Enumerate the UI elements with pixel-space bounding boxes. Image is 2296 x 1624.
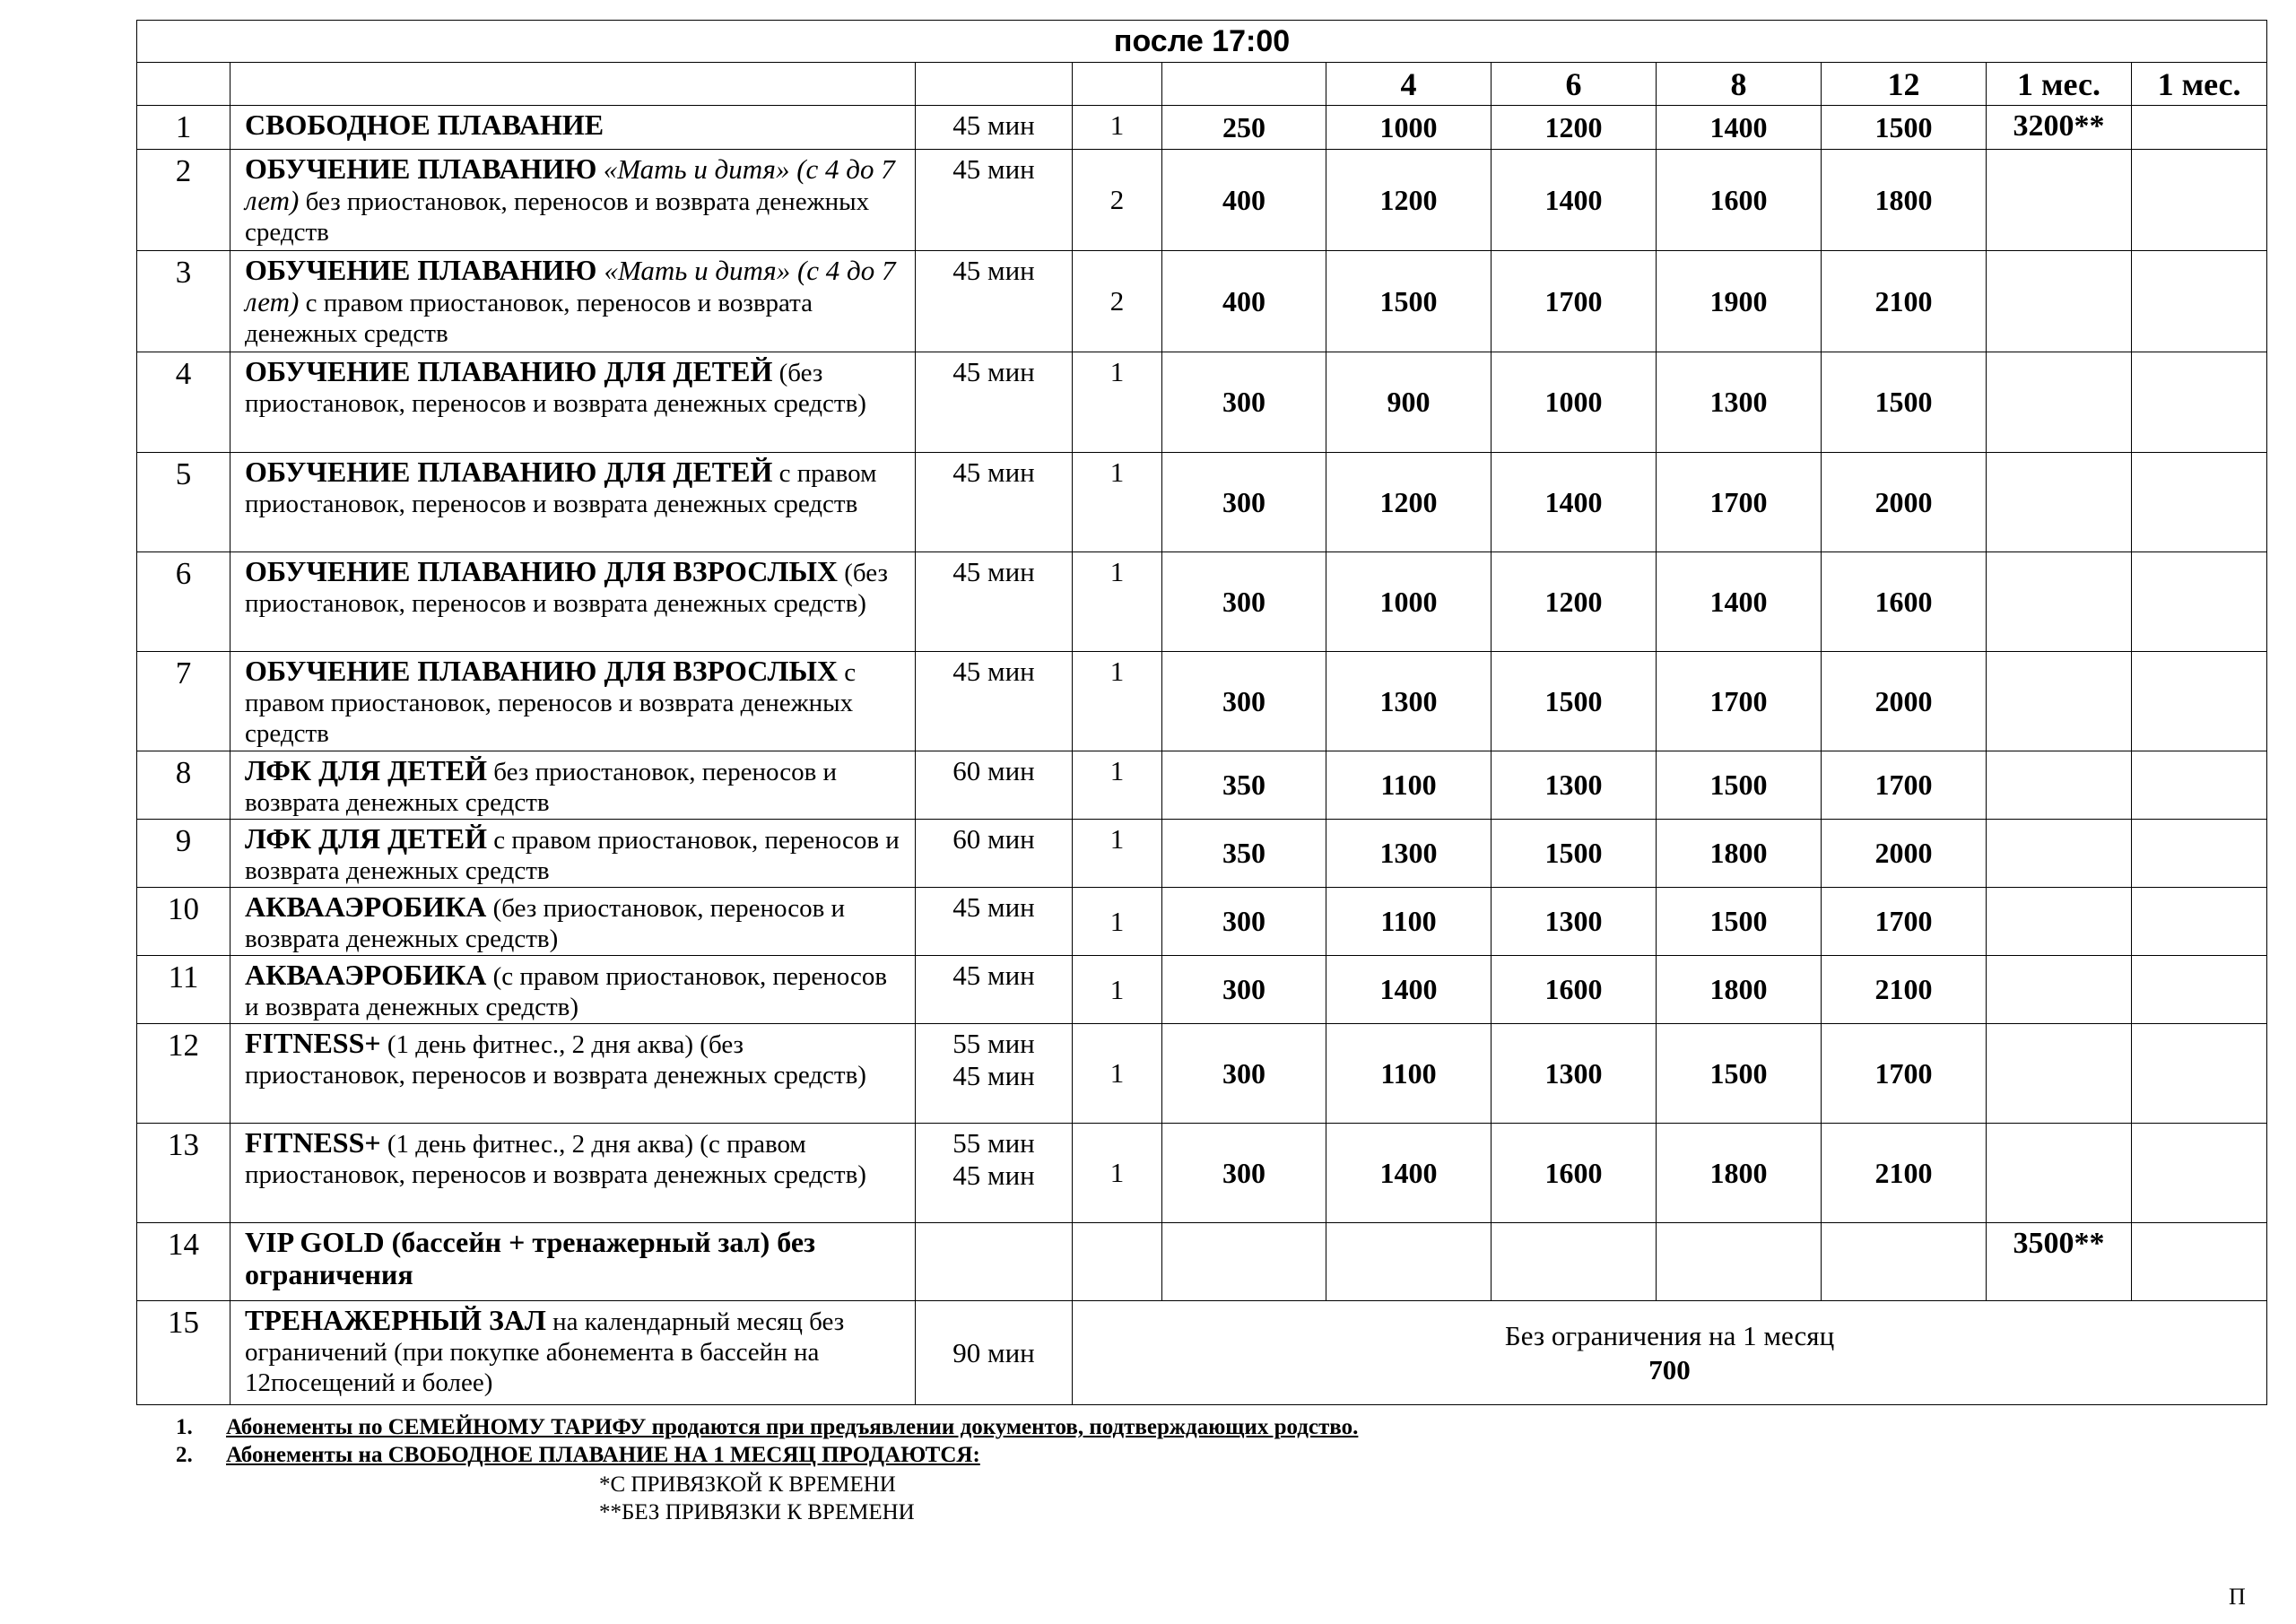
price-p4: 1200 — [1326, 150, 1492, 251]
row-persons — [1073, 1223, 1162, 1301]
price-p1: 400 — [1162, 150, 1326, 251]
row-name-bold: СВОБОДНОЕ ПЛАВАНИЕ — [245, 109, 604, 141]
price-p6: 1400 — [1492, 150, 1657, 251]
row-description — [230, 751, 916, 820]
footnote-text: Абонементы по СЕМЕЙНОМУ ТАРИФУ продаются при предъявлении документов, подтверждающих родство. — [226, 1415, 1359, 1439]
price-p12: 1500 — [1822, 106, 1987, 150]
price-p4: 1500 — [1326, 251, 1492, 352]
row-description — [230, 956, 916, 1024]
row-name-bold: АКВААЭРОБИКА — [245, 959, 487, 991]
price-month-2 — [2132, 453, 2267, 552]
price-p8: 1300 — [1657, 352, 1822, 453]
row-name-rest: (без приостановок, переносов и возврата денежных средств) — [245, 559, 888, 618]
price-p4: 1000 — [1326, 552, 1492, 652]
price-p12: 2100 — [1822, 251, 1987, 352]
price-month-2 — [2132, 820, 2267, 888]
price-p4: 900 — [1326, 352, 1492, 453]
table-row — [137, 1223, 2267, 1301]
row-number: 15 — [137, 1301, 230, 1405]
row-number: 6 — [137, 552, 230, 652]
price-month-1 — [1987, 552, 2132, 652]
table-title: после 17:00 — [137, 21, 2267, 63]
duration-value: 55 мин — [952, 1127, 1035, 1159]
price-month-2 — [2132, 956, 2267, 1024]
row-name-bold: VIP GOLD (бассейн + тренажерный зал) без ограничения — [245, 1226, 815, 1290]
row-number: 13 — [137, 1124, 230, 1223]
price-p1: 350 — [1162, 820, 1326, 888]
duration-value: 45 мин — [952, 153, 1035, 185]
header-cell: 1 мес. — [1987, 63, 2132, 106]
row-duration — [916, 1024, 1073, 1124]
price-p8: 1600 — [1657, 150, 1822, 251]
price-p8: 1500 — [1657, 751, 1822, 820]
row-name-bold: ОБУЧЕНИЕ ПЛАВАНИЮ — [245, 152, 597, 185]
price-p12: 2100 — [1822, 1124, 1987, 1223]
row-description — [230, 652, 916, 751]
table-row — [137, 820, 2267, 888]
table-row — [137, 652, 2267, 751]
price-p12: 1700 — [1822, 751, 1987, 820]
price-month-2 — [2132, 1223, 2267, 1301]
row-description — [230, 150, 916, 251]
duration-value: 55 мин — [952, 1028, 1035, 1059]
table-row — [137, 251, 2267, 352]
row-name-bold: ОБУЧЕНИЕ ПЛАВАНИЮ ДЛЯ ВЗРОСЛЫХ — [245, 655, 838, 687]
price-p1: 250 — [1162, 106, 1326, 150]
row-name-bold: FITNESS+ — [245, 1126, 381, 1159]
row-persons: 2 — [1073, 150, 1162, 251]
price-p1: 300 — [1162, 453, 1326, 552]
row-name-bold: FITNESS+ — [245, 1027, 381, 1059]
footnotes — [176, 1413, 1358, 1469]
header-row — [137, 63, 2267, 106]
price-p1: 300 — [1162, 956, 1326, 1024]
header-cell — [916, 63, 1073, 106]
row-name-bold: ОБУЧЕНИЕ ПЛАВАНИЮ ДЛЯ ДЕТЕЙ — [245, 355, 773, 387]
row-persons: 1 — [1073, 820, 1162, 888]
footnote-number: 1. — [176, 1415, 193, 1439]
row-description — [230, 552, 916, 652]
row-name-rest: с правом приостановок, переносов и возврата денежных средств — [245, 826, 900, 885]
price-month-2 — [2132, 251, 2267, 352]
price-p6: 1600 — [1492, 956, 1657, 1024]
price-p12: 1500 — [1822, 352, 1987, 453]
row-duration — [916, 888, 1073, 956]
table-row — [137, 751, 2267, 820]
price-p4: 1000 — [1326, 106, 1492, 150]
price-month-2 — [2132, 751, 2267, 820]
row-name-rest: на календарный месяц без ограничений (при покупке абонемента в бассейн на 12посещений и более) — [245, 1307, 845, 1397]
row-duration — [916, 552, 1073, 652]
header-cell: 6 — [1492, 63, 1657, 106]
row-description — [230, 1124, 916, 1223]
price-month-2 — [2132, 1024, 2267, 1124]
price-p4 — [1326, 1223, 1492, 1301]
price-month-1 — [1987, 1124, 2132, 1223]
price-month-2 — [2132, 106, 2267, 150]
price-month-1 — [1987, 1024, 2132, 1124]
duration-value-2: 45 мин — [952, 1159, 1035, 1191]
duration-value: 45 мин — [952, 356, 1035, 387]
price-p8: 1400 — [1657, 106, 1822, 150]
price-month-2 — [2132, 1124, 2267, 1223]
row-name-bold: ОБУЧЕНИЕ ПЛАВАНИЮ — [245, 254, 604, 286]
price-p6: 1300 — [1492, 888, 1657, 956]
row-description — [230, 1301, 916, 1405]
price-p1: 350 — [1162, 751, 1326, 820]
duration-value: 45 мин — [952, 656, 1035, 687]
gym-note-text: Без ограничения на 1 месяц — [1504, 1319, 1835, 1351]
row-number: 1 — [137, 106, 230, 150]
duration-value: 45 мин — [952, 456, 1035, 488]
row-name-rest: (1 день фитнес., 2 дня аква) (с правом приостановок, переносов и возврата денежных средств) — [245, 1130, 866, 1189]
price-month-1 — [1987, 652, 2132, 751]
row-duration — [916, 106, 1073, 150]
table-row — [137, 888, 2267, 956]
row-name-bold: ТРЕНАЖЕРНЫЙ ЗАЛ — [245, 1304, 546, 1336]
row-description — [230, 820, 916, 888]
duration-value: 45 мин — [952, 109, 1035, 141]
price-p12: 1700 — [1822, 1024, 1987, 1124]
row-number: 9 — [137, 820, 230, 888]
duration-value: 45 мин — [952, 255, 1035, 286]
page-mark: П — [2229, 1584, 2246, 1610]
price-p8: 1800 — [1657, 820, 1822, 888]
price-p6: 1300 — [1492, 1024, 1657, 1124]
duration-value: 45 мин — [952, 960, 1035, 991]
price-p4: 1100 — [1326, 751, 1492, 820]
price-month-2 — [2132, 888, 2267, 956]
row-duration — [916, 1124, 1073, 1223]
price-month-2 — [2132, 652, 2267, 751]
price-p8: 1700 — [1657, 652, 1822, 751]
price-p8: 1800 — [1657, 956, 1822, 1024]
footnote-text: Абонементы на СВОБОДНОЕ ПЛАВАНИЕ НА 1 МЕСЯЦ ПРОДАЮТСЯ: — [226, 1443, 980, 1467]
price-p12: 2000 — [1822, 820, 1987, 888]
row-number: 8 — [137, 751, 230, 820]
price-month-2 — [2132, 150, 2267, 251]
price-p4: 1400 — [1326, 1124, 1492, 1223]
price-p8: 1700 — [1657, 453, 1822, 552]
table-row-gym — [137, 1301, 2267, 1405]
row-name-rest: (1 день фитнес., 2 дня аква) (без приостановок, переносов и возврата денежных средств) — [245, 1030, 866, 1090]
price-table — [136, 20, 2267, 1405]
footnote-1 — [176, 1413, 1358, 1441]
row-number: 12 — [137, 1024, 230, 1124]
footnote-2 — [176, 1441, 1358, 1469]
gym-unlimited-note — [1073, 1301, 2267, 1405]
duration-value: 60 мин — [952, 823, 1035, 855]
row-duration — [916, 751, 1073, 820]
price-p12: 1600 — [1822, 552, 1987, 652]
price-p1: 300 — [1162, 888, 1326, 956]
price-month-1: 3500** — [1987, 1223, 2132, 1301]
row-name-italic: «Мать и дитя» (с 4 до 7 лет) — [245, 255, 896, 317]
row-description — [230, 888, 916, 956]
price-month-1 — [1987, 453, 2132, 552]
price-month-1 — [1987, 820, 2132, 888]
price-p1: 400 — [1162, 251, 1326, 352]
row-description — [230, 106, 916, 150]
row-persons: 1 — [1073, 751, 1162, 820]
row-persons: 1 — [1073, 1024, 1162, 1124]
row-duration — [916, 453, 1073, 552]
gym-price: 700 — [1648, 1353, 1691, 1385]
row-persons: 1 — [1073, 453, 1162, 552]
price-p8: 1400 — [1657, 552, 1822, 652]
price-p6: 1700 — [1492, 251, 1657, 352]
header-cell — [1073, 63, 1162, 106]
row-name-italic: «Мать и дитя» (с 4 до 7 лет) — [245, 153, 895, 216]
price-p6: 1500 — [1492, 652, 1657, 751]
table-row — [137, 956, 2267, 1024]
price-p12 — [1822, 1223, 1987, 1301]
row-persons: 1 — [1073, 1124, 1162, 1223]
row-name-rest: без приостановок, переносов и возврата денежных средств — [245, 758, 838, 817]
price-p12: 1800 — [1822, 150, 1987, 251]
price-p1: 300 — [1162, 1024, 1326, 1124]
row-number: 5 — [137, 453, 230, 552]
row-persons: 1 — [1073, 552, 1162, 652]
price-p4: 1300 — [1326, 820, 1492, 888]
price-month-1 — [1987, 956, 2132, 1024]
header-cell: 4 — [1326, 63, 1492, 106]
row-duration: 90 мин — [916, 1301, 1073, 1405]
duration-value: 60 мин — [952, 755, 1035, 786]
table-row — [137, 1024, 2267, 1124]
price-p4: 1100 — [1326, 1024, 1492, 1124]
price-p6: 1400 — [1492, 453, 1657, 552]
row-name-rest: (с правом приостановок, переносов и возврата денежных средств) — [245, 962, 888, 1021]
row-persons: 1 — [1073, 956, 1162, 1024]
subnote-with-time: *С ПРИВЯЗКОЙ К ВРЕМЕНИ — [599, 1472, 896, 1497]
price-p1: 300 — [1162, 552, 1326, 652]
row-name-bold: ЛФК ДЛЯ ДЕТЕЙ — [245, 822, 488, 855]
row-duration — [916, 251, 1073, 352]
row-name-rest: без приостановок, переносов и возврата денежных средств — [245, 187, 870, 247]
price-p4: 1300 — [1326, 652, 1492, 751]
row-description — [230, 453, 916, 552]
row-name-bold: ЛФК ДЛЯ ДЕТЕЙ — [245, 754, 488, 786]
header-cell: 12 — [1822, 63, 1987, 106]
price-month-1: 3200** — [1987, 106, 2132, 150]
row-description — [230, 1223, 916, 1301]
price-p8: 1900 — [1657, 251, 1822, 352]
row-number: 2 — [137, 150, 230, 251]
row-description — [230, 1024, 916, 1124]
sub-notes — [599, 1471, 915, 1526]
price-p6: 1300 — [1492, 751, 1657, 820]
price-p8: 1500 — [1657, 1024, 1822, 1124]
price-p6: 1200 — [1492, 106, 1657, 150]
row-persons: 2 — [1073, 251, 1162, 352]
row-duration — [916, 820, 1073, 888]
price-p6: 1000 — [1492, 352, 1657, 453]
row-name-rest: (без приостановок, переносов и возврата денежных средств) — [245, 894, 846, 953]
price-p12: 2000 — [1822, 652, 1987, 751]
row-persons: 1 — [1073, 352, 1162, 453]
price-month-2 — [2132, 552, 2267, 652]
price-p4: 1400 — [1326, 956, 1492, 1024]
row-persons: 1 — [1073, 106, 1162, 150]
row-name-rest: (без приостановок, переносов и возврата денежных средств) — [245, 359, 866, 418]
row-name-rest: с правом приостановок, переносов и возврата денежных средств — [245, 658, 857, 748]
price-p8 — [1657, 1223, 1822, 1301]
price-p12: 2000 — [1822, 453, 1987, 552]
footnote-number: 2. — [176, 1443, 193, 1467]
table-row — [137, 106, 2267, 150]
header-cell — [1162, 63, 1326, 106]
row-name-rest: с правом приостановок, переносов и возврата денежных средств — [245, 289, 813, 348]
price-month-1 — [1987, 251, 2132, 352]
price-p1: 300 — [1162, 652, 1326, 751]
row-duration — [916, 956, 1073, 1024]
row-persons: 1 — [1073, 652, 1162, 751]
table-row — [137, 1124, 2267, 1223]
price-p1: 300 — [1162, 352, 1326, 453]
row-name-bold: ОБУЧЕНИЕ ПЛАВАНИЮ ДЛЯ ВЗРОСЛЫХ — [245, 555, 838, 587]
header-cell: 1 мес. — [2132, 63, 2267, 106]
price-p4: 1100 — [1326, 888, 1492, 956]
row-name-bold: ОБУЧЕНИЕ ПЛАВАНИЮ ДЛЯ ДЕТЕЙ — [245, 456, 773, 488]
row-persons: 1 — [1073, 888, 1162, 956]
price-p12: 1700 — [1822, 888, 1987, 956]
row-description — [230, 251, 916, 352]
price-month-1 — [1987, 751, 2132, 820]
header-cell — [230, 63, 916, 106]
table-row — [137, 552, 2267, 652]
price-p8: 1500 — [1657, 888, 1822, 956]
price-p6: 1500 — [1492, 820, 1657, 888]
price-p8: 1800 — [1657, 1124, 1822, 1223]
row-number: 4 — [137, 352, 230, 453]
price-month-2 — [2132, 352, 2267, 453]
row-number: 7 — [137, 652, 230, 751]
price-p1: 300 — [1162, 1124, 1326, 1223]
row-name-rest: с правом приостановок, переносов и возврата денежных средств — [245, 459, 877, 518]
header-cell: 8 — [1657, 63, 1822, 106]
table-row — [137, 453, 2267, 552]
row-number: 11 — [137, 956, 230, 1024]
price-p6: 1200 — [1492, 552, 1657, 652]
row-duration — [916, 652, 1073, 751]
row-name-bold: АКВААЭРОБИКА — [245, 890, 487, 923]
row-number: 14 — [137, 1223, 230, 1301]
duration-value-2: 45 мин — [952, 1060, 1035, 1091]
price-p4: 1200 — [1326, 453, 1492, 552]
price-p6: 1600 — [1492, 1124, 1657, 1223]
header-cell — [137, 63, 230, 106]
price-month-1 — [1987, 150, 2132, 251]
row-duration — [916, 150, 1073, 251]
duration-value: 45 мин — [952, 556, 1035, 587]
row-number: 3 — [137, 251, 230, 352]
price-p12: 2100 — [1822, 956, 1987, 1024]
row-description — [230, 352, 916, 453]
table-row — [137, 352, 2267, 453]
row-number: 10 — [137, 888, 230, 956]
table-row — [137, 150, 2267, 251]
subnote-without-time: **БЕЗ ПРИВЯЗКИ К ВРЕМЕНИ — [599, 1500, 915, 1524]
price-p1 — [1162, 1223, 1326, 1301]
row-duration — [916, 1223, 1073, 1301]
price-month-1 — [1987, 888, 2132, 956]
price-month-1 — [1987, 352, 2132, 453]
price-p6 — [1492, 1223, 1657, 1301]
duration-value: 45 мин — [952, 891, 1035, 923]
row-duration — [916, 352, 1073, 453]
